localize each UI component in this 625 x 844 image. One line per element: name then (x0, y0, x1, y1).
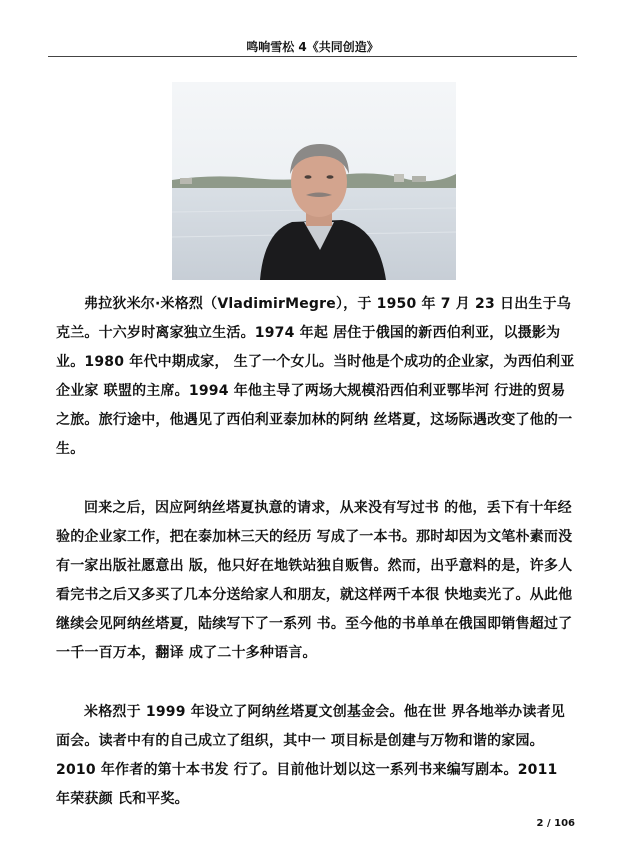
paragraph-foundation: 米格烈于 1999 年设立了阿纳丝塔夏文创基金会。他在世 界各地举办读者见面会。读者中有的自己成立了组织，其中一 项目标是创建与万物和谐的家园。2010 年作者的第十本书发 行了。目前他计划以这一系列书来编写剧本。2011 年荣获颜 氏和平奖。 (56, 704, 565, 807)
paragraph-book-story: 回来之后，因应阿纳丝塔夏执意的请求，从来没有写过书 的他，丢下有十年经验的企业家工作，把在泰加林三天的经历 写成了一本书。那时却因为文笔朴素而没有一家出版社愿意出 版，他只好在地铁站独自贩售。然而，出乎意料的是，许多人 看完书之后又多买了几本分送给家人和朋友，就这样两千本很 快地卖光了。从此他继续会见阿纳丝塔夏，陆续写下了一系列 书。至今他的书单单在俄国即销售超过了一千一百万本，翻译 成了二十多种语言。 (56, 500, 573, 661)
body-text (56, 290, 576, 814)
header-rule (48, 56, 577, 57)
paragraph-biography: 弗拉狄米尔·米格烈（VladimirMegre），于 1950 年 7 月 23 日出生于乌克兰。十六岁时离家独立生活。1974 年起 居住于俄国的新西伯利亚，以摄影为业。1980 年代中期成家， 生了一个女儿。当时他是个成功的企业家，为西伯利亚企业家 联盟的主席。1994 年他主导了两场大规模沿西伯利亚鄂毕河 行进的贸易之旅。旅行途中，他遇见了西伯利亚泰加林的阿纳 丝塔夏，这场际遇改变了他的一生。 (56, 296, 575, 457)
page-number: 2 / 106 (536, 818, 575, 829)
page-header-title: 鸣响雪松 4《共同创造》 (246, 40, 379, 54)
portrait-photo (172, 82, 456, 280)
